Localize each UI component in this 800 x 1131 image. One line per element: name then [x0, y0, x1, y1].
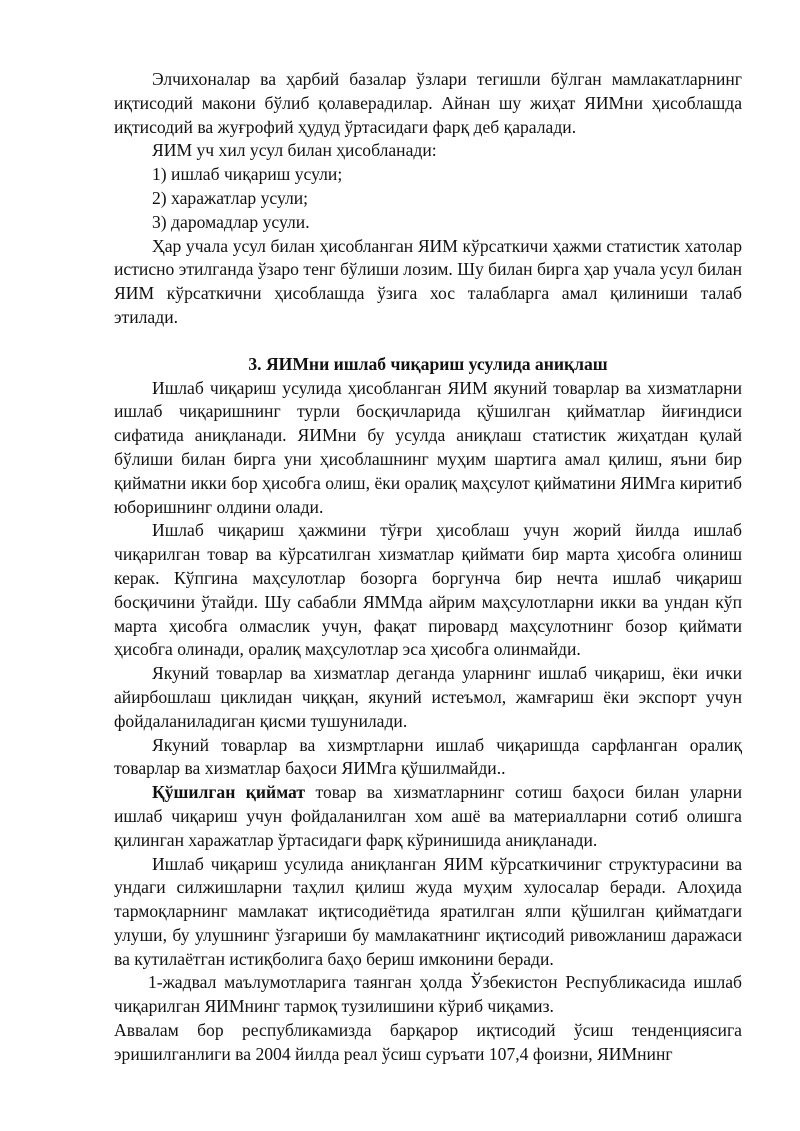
paragraph-intermediate-goods: Якуний товарлар ва хизмртларни ишлаб чиқаришда сарфланган оралиқ товарлар ва хизматлар баҳоси ЯИМга қўшилмайди..	[114, 734, 742, 779]
list-item-production-method: 1) ишлаб чиқариш усули;	[152, 164, 343, 185]
paragraph-methods-intro: ЯИМ уч хил усул билан ҳисобланади:	[152, 140, 437, 161]
paragraph-growth: Аввалам бор республикамизда барқарор иқтисодий ўсиш тенденциясига эришилганлиги ва 2004 йилда реал ўсиш суръати 107,4 фоизни, ЯИМнинг	[114, 1020, 742, 1064]
value-added-definition: товар ва хизматларнинг сотиш баҳоси билан уларни ишлаб чиқариш учун фойдаланилган хом ашё ва материалларни сотиб олишга қилинган харажатлар ўртасидаги фарқ кўринишида аниқланади.	[114, 782, 742, 850]
section-heading: 3. ЯИМни ишлаб чиқариш усулида аниқлаш	[248, 353, 608, 374]
list-item-expenditure-method: 2) харажатлар усули;	[152, 187, 309, 208]
list-item-income-method: 3) даромадлар усули.	[152, 211, 310, 232]
paragraph-production-volume: Ишлаб чиқариш ҳажмини тўғри ҳисоблаш учун жорий йилда ишлаб чиқарилган товар ва кўрсатилган хизматлар қиймати бир марта ҳисобга олиниш керак. Кўпгина маҳсулотлар бозорга боргунча бир нечта ишлаб чиқариш босқичини ўтайди. Шу сабабли ЯММда айрим маҳсулотларни икки ва ундан кўп марта ҳисобга олмаслик учун, фақат пировард маҳсулотнинг бозор қиймати ҳисобга олинади, оралиқ маҳсулотлар эса ҳисобга олинмайди.	[114, 520, 742, 660]
paragraph-table-reference: 1-жадвал маълумотларига таянган ҳолда Ўзбекистон Республикасида ишлаб чиқарилган ЯИМнинг тармоқ тузилишини кўриб чиқамиз.	[114, 972, 742, 1017]
paragraph-final-goods: Якуний товарлар ва хизматлар деганда уларнинг ишлаб чиқариш, ёки ички айирбошлаш циклидан чиққан, якуний истеъмол, жамғариш ёки экспорт учун фойдаланиладиган қисми тушунилади.	[114, 663, 742, 731]
paragraph-embassies: Элчихоналар ва ҳарбий базалар ўзлари тегишли бўлган мамлакатларнинг иқтисодий макони бўлиб қолаверадилар. Айнан шу жиҳат ЯИМни ҳисоблашда иқтисодий ва жуғрофий ҳудуд ўртасидаги фарқ деб қаралади.	[114, 69, 742, 137]
paragraph-equality: Ҳар учала усул билан ҳисобланган ЯИМ кўрсаткичи ҳажми статистик хатолар истисно этилганда ўзаро тенг бўлиши лозим. Шу билан бирга ҳар учала усул билан ЯИМ кўрсаткични ҳисоблашда ўзига хос талабларга амал қилиниши талаб этилади.	[114, 235, 742, 327]
paragraph-structure-analysis: Ишлаб чиқариш усулида аниқланган ЯИМ кўрсаткичиниг структурасини ва ундаги силжишларни таҳлил қилиш жуда муҳим хулосалар беради. Алоҳида тармоқларнинг мамлакат иқтисодиётида яратилган ялпи қўшилган қийматдаги улуши, бу улушнинг ўзгариши бу мамлакатнинг иқтисодий ривожланиш даражаси ва кутилаётган истиқболига баҳо бериш имконини беради.	[114, 853, 742, 969]
paragraph-value-added	[114, 781, 742, 852]
paragraph-production-method: Ишлаб чиқариш усулида ҳисобланган ЯИМ якуний товарлар ва хизматларни ишлаб чиқаришнинг турли босқичларида қўшилган қийматлар йиғиндиси сифатида аниқланади. ЯИМни бу усулда аниқлаш статистик жиҳатдан қулай бўлиши билан бирга уни ҳисоблашнинг муҳим шартига амал қилиш, яъни бир қийматни икки бор ҳисобга олиш, ёки оралиқ маҳсулот қийматини ЯИМга киритиб юборишнинг олдини олади.	[114, 377, 742, 517]
document-page	[114, 68, 742, 1067]
term-value-added: Қўшилган қиймат	[152, 782, 306, 803]
